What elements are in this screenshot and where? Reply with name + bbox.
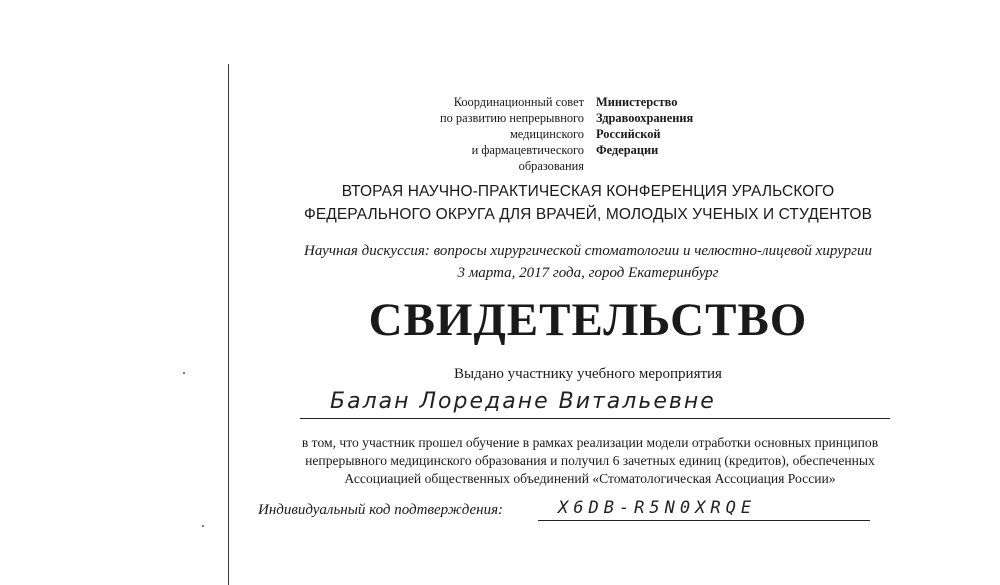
organizer-council-line: образования xyxy=(518,159,584,173)
organizer-ministry-line: Здравоохранения xyxy=(596,111,694,125)
certificate-title: СВИДЕТЕЛЬСТВО xyxy=(368,294,808,346)
left-margin-line xyxy=(228,64,229,585)
verification-code-value: X6DB-R5N0XRQE xyxy=(558,498,757,518)
conference-subtitle xyxy=(230,240,946,284)
organizer-ministry-line: Министерство xyxy=(596,95,678,109)
conference-title-line: ФЕДЕРАЛЬНОГО ОКРУГА ДЛЯ ВРАЧЕЙ, МОЛОДЫХ УЧЕНЫХ И СТУДЕНТОВ xyxy=(303,206,873,223)
discussion-topic: Научная дискуссия: вопросы хирургической стоматологии и челюстно-лицевой хирургии xyxy=(304,243,872,259)
date-place: 3 марта, 2017 года, город Екатеринбург xyxy=(457,265,719,281)
organizer-ministry-line: Федерации xyxy=(596,143,659,157)
certificate-body-line: в том, что участник прошел обучение в рамках реализации модели отработки основных принципов xyxy=(301,435,879,450)
conference-title xyxy=(230,180,946,226)
scan-speck xyxy=(183,372,185,374)
organizer-ministry-line: Российской xyxy=(596,127,661,141)
organizer-council-line: медицинского xyxy=(509,127,584,141)
scan-speck xyxy=(202,525,204,527)
organizer-ministry xyxy=(596,94,746,158)
name-underline xyxy=(300,418,890,419)
organizer-council-line: по развитию непрерывного xyxy=(439,111,584,125)
organizer-council-line: и фармацевтического xyxy=(471,143,584,157)
certificate-body xyxy=(232,434,948,488)
verification-code-label: Индивидуальный код подтверждения: xyxy=(258,502,504,518)
certificate-body-line: Ассоциацией общественных объединений «Стоматологическая Ассоциация России» xyxy=(344,471,836,486)
certificate-body-line: непрерывного медицинского образования и получил 6 зачетных единиц (кредитов), обеспеченных xyxy=(305,453,875,468)
organizer-council-line: Координационный совет xyxy=(453,95,584,109)
conference-title-line: ВТОРАЯ НАУЧНО-ПРАКТИЧЕСКАЯ КОНФЕРЕНЦИЯ УРАЛЬСКОГО xyxy=(341,183,835,200)
organizer-council xyxy=(400,94,584,174)
participant-name: Балан Лоредане Витальевне xyxy=(330,389,716,414)
issued-to-label: Выдано участнику учебного мероприятия xyxy=(454,366,722,382)
code-underline xyxy=(538,520,870,521)
